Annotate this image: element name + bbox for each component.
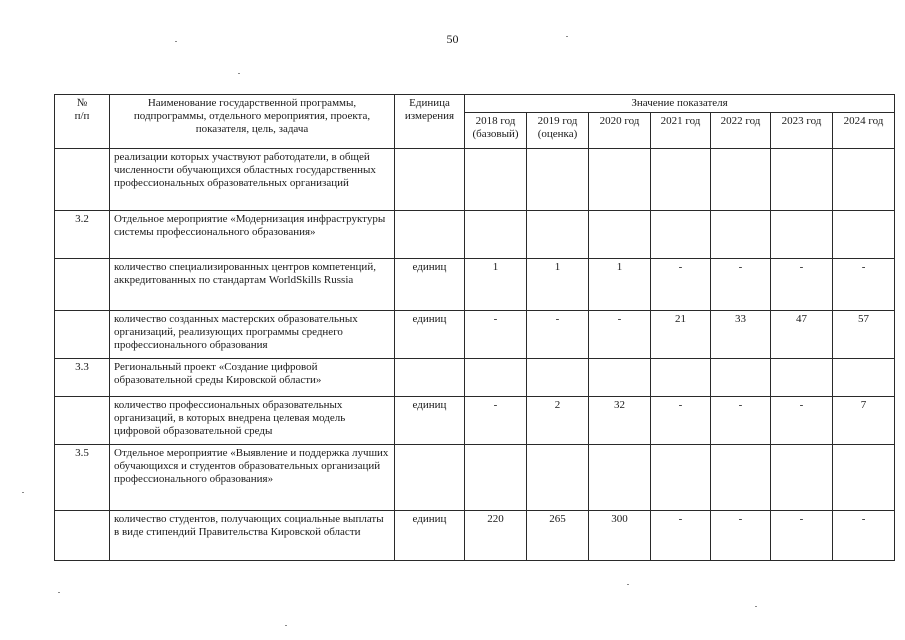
table-row [55, 445, 895, 511]
row-value: - [465, 311, 527, 359]
header-year: 2019 год (оценка) [527, 113, 589, 149]
row-value [711, 211, 771, 259]
row-value: 1 [527, 259, 589, 311]
row-value [771, 359, 833, 397]
row-value: - [833, 259, 895, 311]
row-value [651, 359, 711, 397]
row-value: - [711, 397, 771, 445]
row-value [711, 445, 771, 511]
header-year: 2022 год [711, 113, 771, 149]
row-value: 1 [465, 259, 527, 311]
row-value: - [711, 511, 771, 561]
row-value: 7 [833, 397, 895, 445]
header-year: 2018 год (базовый) [465, 113, 527, 149]
table-row [55, 259, 895, 311]
row-name: количество профессиональных образовательных организаций, в которых внедрена целевая модель цифровой образовательной среды [110, 397, 395, 445]
row-unit: единиц [395, 511, 465, 561]
page-number: 50 [446, 32, 459, 46]
row-value: 2 [527, 397, 589, 445]
row-number [55, 311, 110, 359]
row-value: 21 [651, 311, 711, 359]
row-unit [395, 149, 465, 211]
table-row [55, 311, 895, 359]
header-values: Значение показателя [465, 95, 895, 113]
header-year: 2020 год [589, 113, 651, 149]
row-number: 3.2 [55, 211, 110, 259]
row-value [465, 359, 527, 397]
header-num: № п/п [55, 95, 110, 149]
row-value: 1 [589, 259, 651, 311]
row-unit: единиц [395, 311, 465, 359]
row-value: - [711, 259, 771, 311]
row-name: количество созданных мастерских образовательных организаций, реализующих программы среднего профессионального образования [110, 311, 395, 359]
row-unit [395, 359, 465, 397]
row-value: 57 [833, 311, 895, 359]
row-number: 3.3 [55, 359, 110, 397]
row-value [651, 149, 711, 211]
table-row [55, 511, 895, 561]
row-value [465, 445, 527, 511]
row-value [527, 211, 589, 259]
row-value: - [771, 259, 833, 311]
row-value [771, 445, 833, 511]
row-value: - [651, 259, 711, 311]
row-value: 300 [589, 511, 651, 561]
table-row [55, 359, 895, 397]
row-value [589, 149, 651, 211]
row-value [465, 149, 527, 211]
row-value: 32 [589, 397, 651, 445]
row-value [833, 359, 895, 397]
row-value: 47 [771, 311, 833, 359]
header-year: 2021 год [651, 113, 711, 149]
row-value: - [833, 511, 895, 561]
row-value: - [527, 311, 589, 359]
row-unit: единиц [395, 259, 465, 311]
row-value: - [651, 397, 711, 445]
row-value [771, 211, 833, 259]
row-value: - [651, 511, 711, 561]
row-unit [395, 211, 465, 259]
row-name: количество специализированных центров компетенций, аккредитованных по стандартам WorldSkills Russia [110, 259, 395, 311]
header-unit: Единица измерения [395, 95, 465, 149]
row-value: 33 [711, 311, 771, 359]
header-year: 2024 год [833, 113, 895, 149]
row-value [527, 149, 589, 211]
header-name: Наименование государственной программы, подпрограммы, отдельного мероприятия, проекта, показателя, цель, задача [110, 95, 395, 149]
row-number [55, 511, 110, 561]
indicators-table [54, 94, 895, 561]
row-value: - [771, 397, 833, 445]
row-value [771, 149, 833, 211]
row-value [833, 149, 895, 211]
table-row [55, 149, 895, 211]
row-value [465, 211, 527, 259]
row-value [527, 359, 589, 397]
row-value: 265 [527, 511, 589, 561]
row-name: Отдельное мероприятие «Модернизация инфраструктуры системы профессионального образования» [110, 211, 395, 259]
row-value [711, 359, 771, 397]
row-value [833, 211, 895, 259]
row-value [651, 211, 711, 259]
row-number [55, 259, 110, 311]
table-row [55, 211, 895, 259]
table-row [55, 397, 895, 445]
row-unit: единиц [395, 397, 465, 445]
row-value [711, 149, 771, 211]
row-value [589, 359, 651, 397]
row-number: 3.5 [55, 445, 110, 511]
row-value: - [589, 311, 651, 359]
row-value [527, 445, 589, 511]
row-number [55, 397, 110, 445]
row-value [589, 445, 651, 511]
header-year: 2023 год [771, 113, 833, 149]
row-unit [395, 445, 465, 511]
row-value: - [465, 397, 527, 445]
row-name: Отдельное мероприятие «Выявление и поддержка лучших обучающихся и студентов образовательных организаций профессионального образования» [110, 445, 395, 511]
row-name: реализации которых участвуют работодатели, в общей численности обучающихся областных государственных профессиональных образовательных организаций [110, 149, 395, 211]
row-name: Региональный проект «Создание цифровой образовательной среды Кировской области» [110, 359, 395, 397]
row-value: 220 [465, 511, 527, 561]
row-value [589, 211, 651, 259]
row-value: - [771, 511, 833, 561]
row-number [55, 149, 110, 211]
row-value [833, 445, 895, 511]
row-name: количество студентов, получающих социальные выплаты в виде стипендий Правительства Кировской области [110, 511, 395, 561]
row-value [651, 445, 711, 511]
